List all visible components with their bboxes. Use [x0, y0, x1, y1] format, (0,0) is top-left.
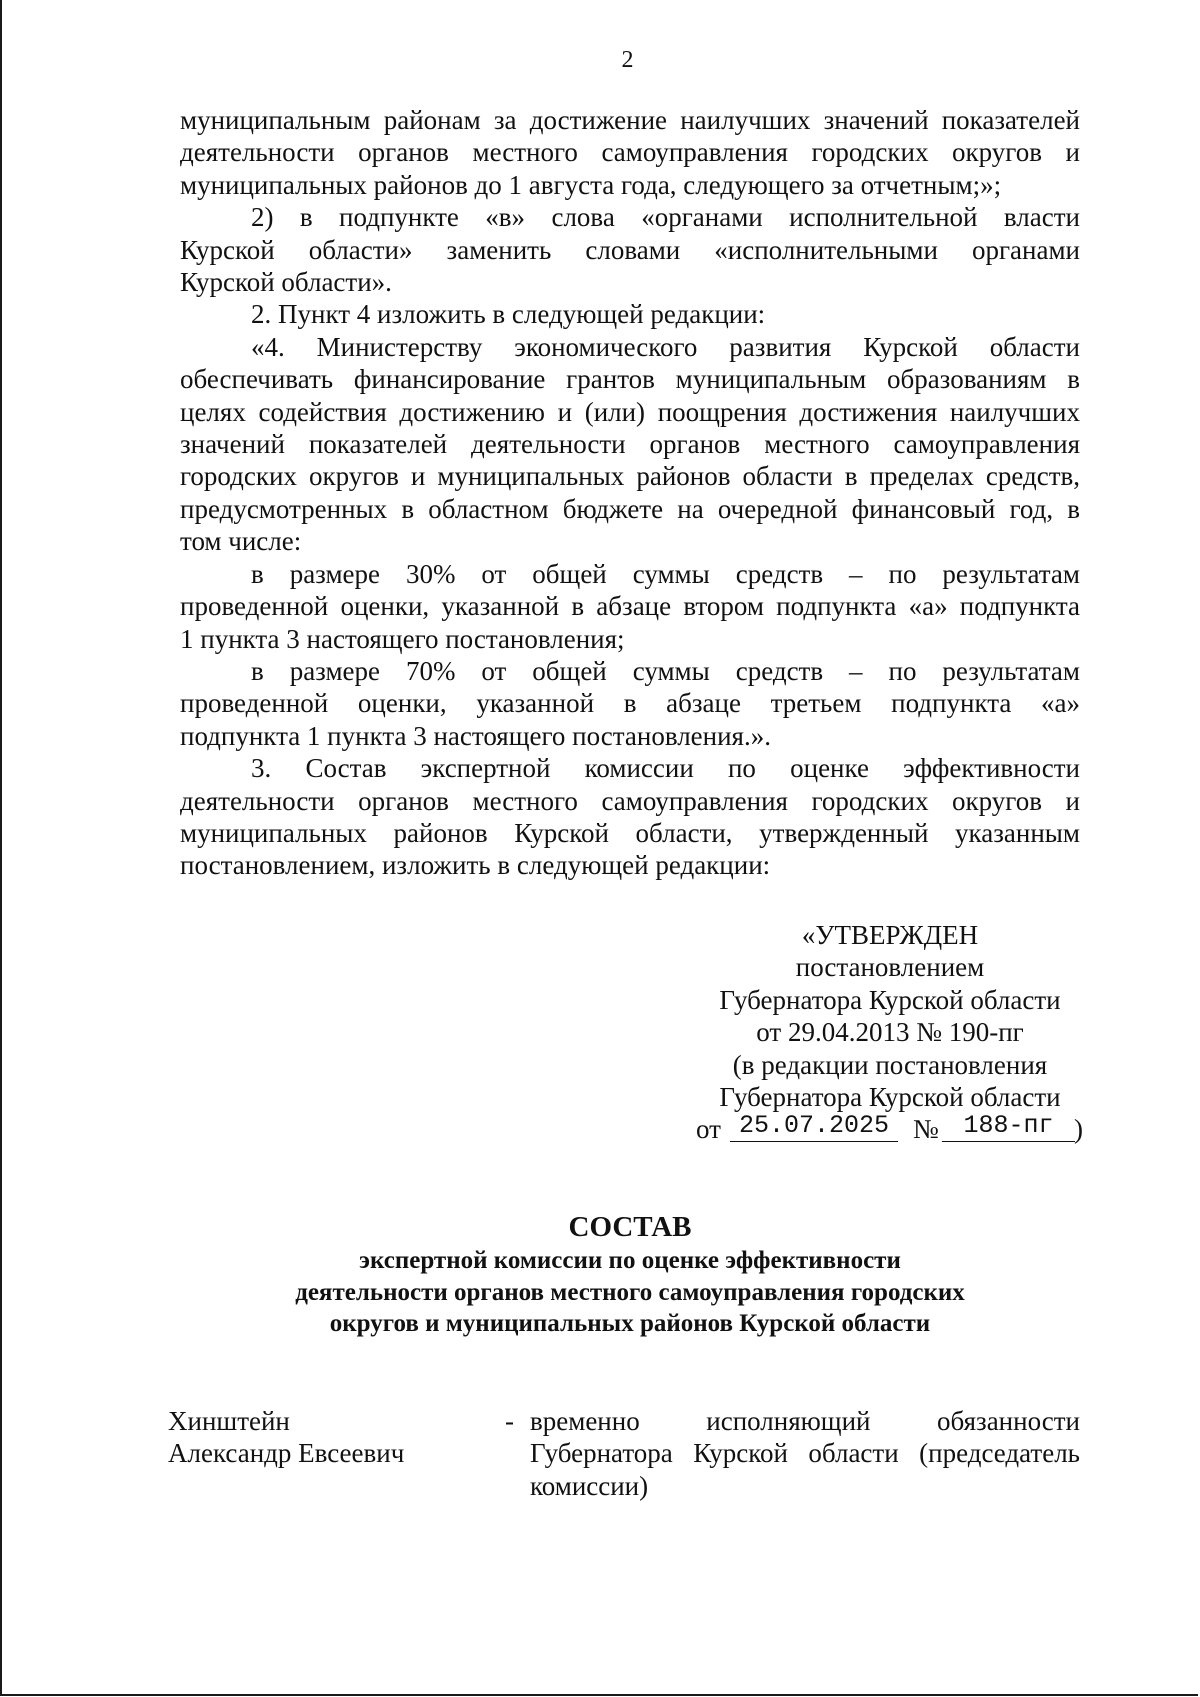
heading-subtitle-line: округов и муниципальных районов Курской области [329, 1310, 931, 1337]
text-line: 3. Состав экспертной комиссии по оценке эффективности [251, 753, 1080, 784]
text-line: в размере 30% от общей суммы средств – по результатам [251, 558, 1080, 589]
approval-date-line [660, 1113, 1120, 1147]
heading-subtitle-line: деятельности органов местного самоуправления городских [295, 1278, 965, 1306]
text-line: значений показателей деятельности органов местного самоуправления [180, 429, 1080, 460]
text-line: муниципальных районов Курской области, утвержденный указанным [180, 817, 1080, 848]
member-surname: Хинштейн [168, 1406, 290, 1436]
approval-date-field: 25.07.2025 [730, 1111, 898, 1142]
member-dash: - [505, 1406, 514, 1436]
role-line: Губернатора Курской области (председатель [530, 1438, 1080, 1469]
role-line: временно исполняющий обязанности [530, 1406, 1080, 1436]
date-prefix: от [696, 1114, 721, 1145]
paragraph-item-3 [180, 752, 1080, 882]
approval-line: постановлением [795, 952, 985, 983]
text-line: в размере 70% от общей суммы средств – по результатам [251, 655, 1080, 686]
text-line: Курской области» заменить словами «исполнительными органами [180, 234, 1080, 265]
text-line: целях содействия достижению и (или) поощрения достижения наилучших [180, 396, 1080, 427]
text-line: городских округов и муниципальных районов области в пределах средств, [180, 461, 1080, 492]
text-line: предусмотренных в областном бюджете на очередной финансовый год, в [180, 493, 1080, 524]
text-line: муниципальным районам за достижение наилучших значений показателей [180, 105, 1080, 135]
paragraph-continuation [180, 104, 1080, 201]
approval-stamp [660, 919, 1120, 1147]
text-line: деятельности органов местного самоуправления городских округов и [180, 785, 1080, 816]
approval-number-field: 188-пг [942, 1111, 1075, 1142]
approval-line: Губернатора Курской области [719, 1082, 1061, 1113]
text-line: муниципальных районов до 1 августа года, следующего за отчетным;»; [180, 169, 1002, 200]
approval-line: от 29.04.2013 № 190-пг [756, 1017, 1024, 1048]
approval-line: (в редакции постановления [732, 1049, 1048, 1080]
paragraph-30-percent [180, 558, 1080, 655]
paragraph-item-2 [180, 298, 1080, 330]
approval-line: «УТВЕРЖДЕН [801, 920, 979, 950]
text-line: деятельности органов местного самоуправления городских округов и [180, 137, 1080, 168]
closing-parenthesis: ) [1074, 1114, 1083, 1145]
heading-title: СОСТАВ [568, 1211, 692, 1243]
text-line: том числе: [180, 526, 302, 557]
text-line: 2) в подпункте «в» слова «органами исполнительной власти [251, 202, 1080, 233]
paragraph-subitem-2 [180, 201, 1080, 298]
role-line: комиссии) [530, 1470, 649, 1501]
heading-subtitle-line: экспертной комиссии по оценке эффективности [359, 1247, 901, 1274]
text-line: 1 пункта 3 настоящего постановления; [180, 623, 625, 654]
text-line: «4. Министерству экономического развития Курской области [251, 331, 1080, 362]
text-line: подпункта 1 пункта 3 настоящего постановления.». [180, 720, 771, 751]
paragraph-70-percent [180, 655, 1080, 752]
text-line: 2. Пункт 4 изложить в следующей редакции: [251, 299, 766, 330]
composition-heading [180, 1209, 1080, 1340]
approval-line: Губернатора Курской области [719, 984, 1061, 1015]
text-line: Курской области». [180, 267, 392, 298]
paragraph-point-4 [180, 331, 1080, 558]
member-name [168, 1405, 498, 1470]
number-sign: № [913, 1114, 939, 1145]
body-text [180, 104, 1080, 882]
member-role [530, 1405, 1080, 1502]
text-line: проведенной оценки, указанной в абзаце втором подпункта «а» подпункта [180, 591, 1080, 622]
text-line: обеспечивать финансирование грантов муниципальным образованиям в [180, 364, 1080, 395]
text-line: постановлением, изложить в следующей редакции: [180, 850, 771, 881]
page-number: 2 [621, 47, 634, 73]
member-given-names: Александр Евсеевич [168, 1438, 405, 1469]
text-line: проведенной оценки, указанной в абзаце третьем подпункта «а» [180, 688, 1080, 719]
